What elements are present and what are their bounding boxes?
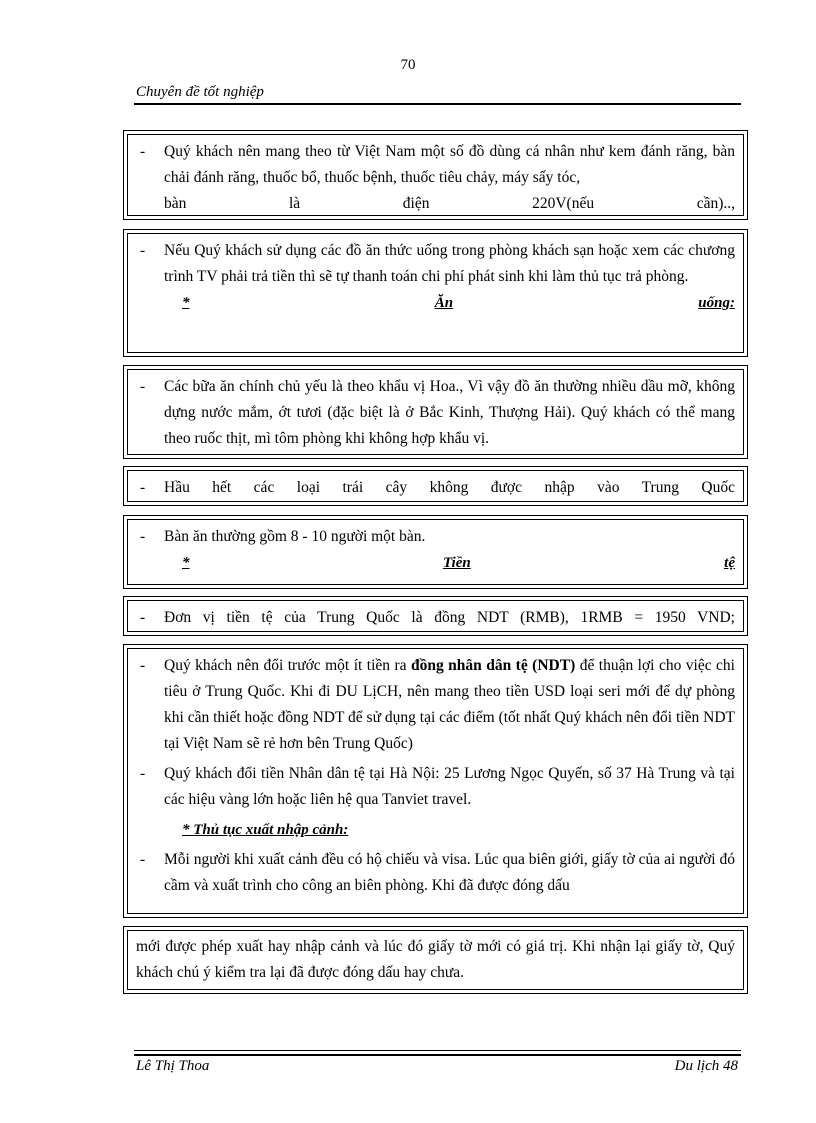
list-item: - Quý khách đổi tiền Nhân dân tệ tại Hà Nội: 25 Lương Ngọc Quyến, số 37 Hà Trung và tại các hiệu vàng lớn hoặc liên hệ qua Tanviet travel. (140, 765, 735, 808)
list-item: - Bàn ăn thường gồm 8 - 10 người một bàn. (140, 528, 426, 545)
section-heading-currency: * Tiền tệ (182, 555, 735, 571)
note-box-hotel-charges (123, 229, 748, 357)
page-number: 70 (400, 57, 416, 73)
note-box-currency-unit (123, 596, 748, 636)
note-box-continuation (123, 926, 748, 994)
list-item: - Các bữa ăn chính chủ yếu là theo khẩu vị Hoa., Vì vậy đồ ăn thường nhiều dầu mỡ, không dựng nước mắm, ớt tươi (đặc biệt là ở Bắc Kinh, Thượng Hải). Quý khách có thể mang theo ruốc thịt, mì tôm phòng khi không hợp khẩu vị. (140, 378, 735, 447)
paragraph: mới được phép xuất hay nhập cảnh và lúc đó giấy tờ mới có giá trị. Khi nhận lại giấy tờ, Quý khách chú ý kiểm tra lại đã được đóng dấu hay chưa. (136, 938, 735, 981)
list-item: - Nếu Quý khách sử dụng các đồ ăn thức uống trong phòng khách sạn hoặc xem các chương trình TV phải trả tiền thì sẽ tự thanh toán chi phí phát sinh khi làm thủ tục trả phòng. (140, 242, 735, 285)
list-item: - Hầu hết các loại trái cây không được nhập vào Trung Quốc (140, 479, 735, 496)
footer-rule (134, 1054, 741, 1056)
list-item: - Đơn vị tiền tệ của Trung Quốc là đồng NDT (RMB), 1RMB = 1950 VND; (140, 609, 735, 626)
section-heading-food: * Ăn uống: (182, 295, 735, 311)
note-box-exchange-customs (123, 644, 748, 918)
footer-rule (134, 1050, 741, 1051)
section-heading-customs: * Thủ tục xuất nhập cảnh: (182, 822, 349, 838)
note-box-meals (123, 365, 748, 459)
header-rule (134, 103, 741, 105)
note-box-personal-items (123, 130, 748, 220)
note-box-fruits (123, 466, 748, 506)
header-title: Chuyên đề tốt nghiệp (136, 84, 264, 100)
list-item: - Mỗi người khi xuất cảnh đều có hộ chiếu và visa. Lúc qua biên giới, giấy tờ của ai người đó cầm và xuất trình cho công an biên phòng. Khi đã được đóng dấu (140, 851, 735, 894)
footer-author: Lê Thị Thoa (136, 1058, 210, 1074)
list-item: - Quý khách nên mang theo từ Việt Nam một số đồ dùng cá nhân như kem đánh răng, bàn chải đánh răng, thuốc bổ, thuốc bệnh, thuốc tiêu chảy, máy sấy tóc, bàn là điện 220V(nếu cần).., (140, 143, 735, 212)
list-item: - Quý khách nên đổi trước một ít tiền ra đồng nhân dân tệ (NDT) để thuận lợi cho việc chi tiêu ở Trung Quốc. Khi đi DU LịCH, nên mang theo tiền USD loại seri mới để dự phòng khi cần thiết hoặc đồng NDT để sử dụng tại các điểm (tốt nhất Quý khách nên đổi tiền NDT tại Việt Nam sẽ rẻ hơn bên Trung Quốc) (140, 657, 735, 752)
footer-class: Du lịch 48 (674, 1058, 738, 1074)
note-box-table (123, 515, 748, 589)
